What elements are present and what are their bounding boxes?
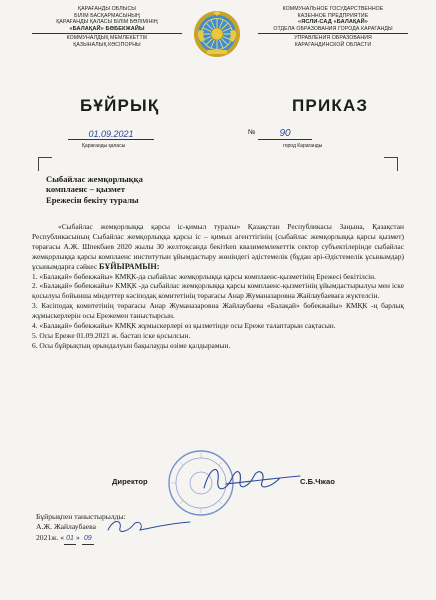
- order-item: 6. Осы бұйрықтың орындалуын бақылауды өзіме қалдырамын.: [32, 340, 231, 350]
- subject-line: комплаенс – қызмет: [46, 184, 125, 195]
- ack-date-month: 09: [82, 534, 94, 545]
- header-right-line: КАРАГАНДИНСКОЙ ОБЛАСТИ: [294, 41, 372, 48]
- bracket-top-left: [38, 157, 52, 171]
- body-intro-paragraph: [32, 222, 404, 272]
- acknowledgement-label: Бұйрықпен таныстырылды:: [36, 512, 126, 521]
- order-date-field: 01.09.2021: [68, 128, 154, 140]
- header-right-line: УПРАВЛЕНИЯ ОБРАЗОВАНИЯ: [294, 35, 372, 42]
- director-signature-icon: [196, 458, 306, 502]
- order-item: 5. Осы Ереже 01.09.2021 ж. бастап іске қосылсын.: [32, 330, 191, 340]
- order-number-label: №: [248, 129, 256, 136]
- order-word: БҰЙЫРАМЫН:: [98, 261, 160, 271]
- header-org-kazakh: [24, 6, 190, 49]
- ack-date-prefix: 2021ж. «: [36, 532, 65, 542]
- order-body: [32, 222, 404, 351]
- order-number-field: 90: [258, 128, 312, 140]
- header-right-line: КОММУНАЛЬНОЕ ГОСУДАРСТВЕННОЕ: [282, 6, 384, 12]
- header-right-org-name: «ЯСЛИ-САД «БАЛАҚАЙ»: [297, 19, 368, 26]
- header-right-line: КАЗЕННОЕ ПРЕДПРИЯТИЕ: [297, 12, 369, 19]
- bracket-top-right: [384, 157, 398, 171]
- header-divider: [258, 33, 408, 34]
- header-left-line: ҚАРАҒАНДЫ ОБЛЫСЫ: [78, 6, 136, 12]
- subject-line: Ережесін бекіту туралы: [46, 194, 139, 205]
- acknowledgement-signature-icon: [104, 516, 194, 536]
- body-intro-text: «Сыбайлас жемқорлыққа қарсы іс-қимыл туралы» Қазақстан Республикасы Заңына, Қазақстан Республикасының Сыбайлас жемқорлыққа қарсы іс – қимыл агенттігінің (сыбайлас жемқорлыққа қарсы қызмет) төрағасы А.Ж. Шпекбаев 2020 жылы 30 желтоқсанда бекітken квазимемлекеттік сектор субъектілерінде сыбайлас жемқорлыққа қарсы комплаенс институтын ұйымдастыру жөніндегі әдістемелік (бұдан әрі-Әдістемелік ұсынымдар) ұсынымдарға сәйкес: [32, 222, 404, 271]
- subject-line: Сыбайлас жемқорлыққа: [46, 174, 143, 184]
- state-emblem-icon: [193, 10, 241, 58]
- header-left-line: БІЛІМ БАСҚАРМАСЫНЫҢ: [74, 12, 140, 19]
- header-left-line: ҚАРАҒАНДЫ ҚАЛАСЫ БІЛІМ БӨЛІМІНІҢ: [56, 19, 158, 26]
- header-left-org-name: «БАЛАҚАЙ» БӨБЕКЖАЙЫ: [69, 25, 145, 32]
- document-title-kazakh: БҰЙРЫҚ: [80, 96, 160, 115]
- ack-date-day: 01: [64, 534, 76, 545]
- director-name: С.Б.Чжао: [300, 477, 335, 486]
- city-russian: город Караганды: [283, 143, 323, 149]
- header-divider: [32, 33, 182, 34]
- ack-date-mid: »: [76, 532, 80, 542]
- order-item: 2. «Балақай» бөбекжайы» КМҚК -да сыбайлас жемқорлыққа қарсы комплаенс-қызметінің ұйымдастырылуы мен іске қосылуы бойынша міндеттер кәсіподақ комитетінің төрағасы Анар Жуманазаровна Жайлаубаеваға жүктелсін.: [32, 281, 404, 301]
- order-item: 4. «Балақай» бөбекжайы» КМҚК жұмыскерлері өз қызметінде осы Ереже талаптарын сақтасын.: [32, 321, 336, 331]
- header-right-line: ОТДЕЛА ОБРАЗОВАНИЯ ГОРОДА КАРАГАНДЫ: [273, 25, 393, 32]
- header-left-line: КОММУНАЛДЫҚ МЕМЛЕКЕТТІК: [66, 35, 148, 42]
- document-title-russian: ПРИКАЗ: [292, 96, 369, 115]
- city-kazakh: Қарағанды қаласы: [82, 143, 126, 149]
- header-left-line: ҚАЗЫНАЛЫҚ КӘСІПОРНЫ: [73, 41, 141, 48]
- order-item: 1. «Балақай» бөбекжайы» КМҚК-да сыбайлас жемқорлыққа қарсы комплаенс-қызметінің Ережесі бекітілсін.: [32, 271, 376, 281]
- header-org-russian: [250, 6, 416, 49]
- acknowledgement-name: А.Ж. Жайлаубаева: [36, 522, 96, 532]
- order-item: 3. Кәсіподақ комитетінің төрағасы Анар Жуманазаровна Жайлаубаева «Балақай» бөбекжайы» КМҚК -ң барлық жұмыскерлерін осы Ережемен таныстырсын.: [32, 301, 404, 321]
- director-role: Директор: [112, 477, 148, 486]
- order-subject: [46, 174, 226, 205]
